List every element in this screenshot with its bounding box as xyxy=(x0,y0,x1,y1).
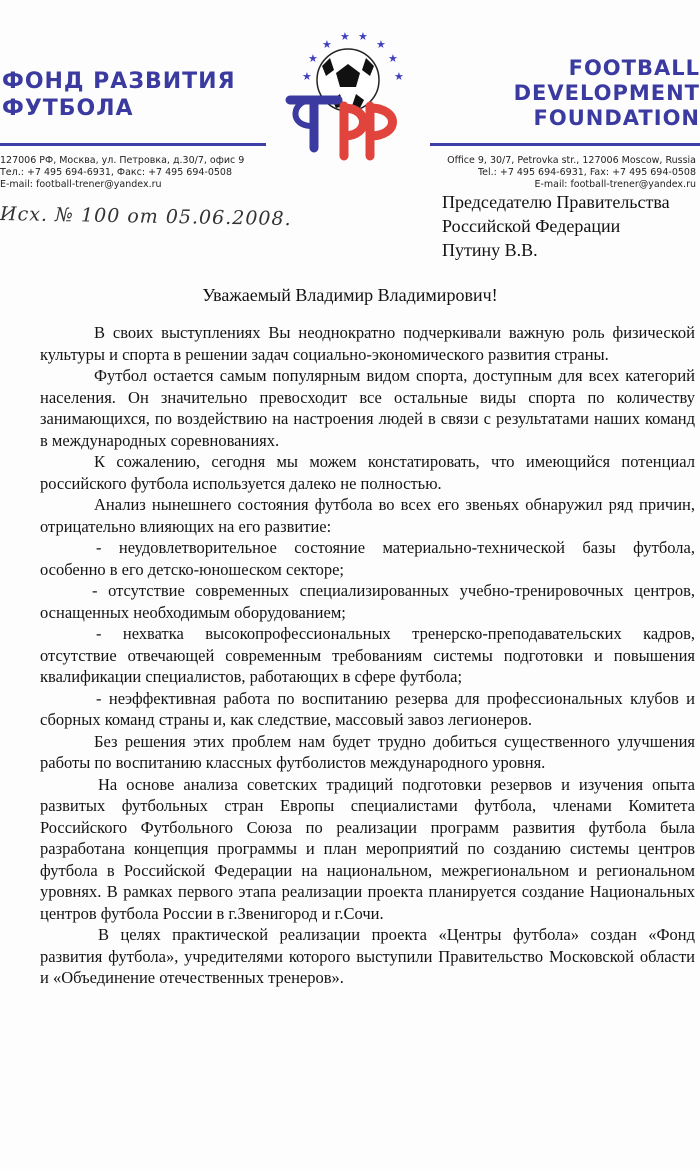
svg-text:★: ★ xyxy=(322,38,332,51)
salutation: Уважаемый Владимир Владимирович! xyxy=(202,285,498,305)
addressee-line: Путину В.В. xyxy=(442,240,538,260)
svg-text:★: ★ xyxy=(376,38,386,51)
svg-text:★: ★ xyxy=(394,70,404,83)
list-item: - нехватка высокопрофессиональных тренерско-преподавательских кадров, отсутствие отвечающей современным требованиям системы подготовки и повышения квалификации специалистов, работающих в сфере футбола; xyxy=(40,624,695,686)
foundation-logo xyxy=(282,28,412,163)
ffr-monogram xyxy=(290,100,393,156)
organization-name-en xyxy=(510,56,700,131)
letter-body xyxy=(40,322,695,989)
org-en-line-1: FOOTBALL xyxy=(568,56,700,80)
addressee-line: Российской Федерации xyxy=(442,216,621,236)
paragraph: В своих выступлениях Вы неоднократно подчеркивали важную роль физической культуры и спорта в решении задач социально-экономического развития страны. xyxy=(40,323,695,364)
org-ru-line-2: ФУТБОЛА xyxy=(2,96,134,121)
organization-name-ru xyxy=(2,68,236,122)
org-en-line-2: DEVELOPMENT xyxy=(513,81,700,105)
org-en-line-3: FOUNDATION xyxy=(533,106,700,130)
paragraph: Анализ нынешнего состояния футбола во всех его звеньях обнаружил ряд причин, отрицательно влияющих на его развитие: xyxy=(40,495,695,536)
paragraph: Без решения этих проблем нам будет трудно добиться существенного улучшения работы по воспитанию классных футболистов международного уровня. xyxy=(40,731,695,772)
paragraph: Футбол остается самым популярным видом спорта, доступным для всех категорий населения. Он значительно превосходит все остальные виды спорта по количеству занимающихся, по воздействию на настроения людей в связи с результатами наших команд в международных соревнованиях. xyxy=(40,366,695,450)
addressee-line: Председателю Правительства xyxy=(442,192,670,212)
svg-text:★: ★ xyxy=(340,30,350,43)
svg-text:★: ★ xyxy=(358,30,368,43)
contact-line: E-mail: football-trener@yandex.ru xyxy=(0,179,162,190)
contact-line: Office 9, 30/7, Petrovka str., 127006 Moscow, Russia xyxy=(447,155,696,166)
contacts-ru xyxy=(0,155,270,191)
list-item: - отсутствие современных специализированных учебно-тренировочных центров, оснащенных необходимым оборудованием; xyxy=(40,581,695,622)
list-item: - неэффективная работа по воспитанию резерва для профессиональных клубов и сборных команд страны и, как следствие, массовый завоз легионеров. xyxy=(40,688,695,729)
svg-text:★: ★ xyxy=(308,52,318,65)
contact-line: Тел.: +7 495 694-6931, Факс: +7 495 694-0508 xyxy=(0,167,233,178)
paragraph: На основе анализа советских традиций подготовки резервов и изучения опыта развитых футбольных стран Европы специалистами футбола, членами Комитета Российского Футбольного Союза по реализации программ развития футбола была разработана концепция программы и план мероприятий по созданию системы центров футбола в Российской Федерации на национальном, межрегиональном и региональном уровнях. В рамках первого этапа реализации проекта планируется создание Национальных центров футбола России в г.Звенигород и г.Сочи. xyxy=(40,774,695,923)
contact-line: E-mail: football-trener@yandex.ru xyxy=(534,179,696,190)
svg-text:★: ★ xyxy=(388,52,398,65)
paragraph: К сожалению, сегодня мы можем констатировать, что имеющийся потенциал российского футбола используется далеко не полностью. xyxy=(40,452,695,493)
addressee-block xyxy=(442,190,700,262)
org-ru-line-1: ФОНД РАЗВИТИЯ xyxy=(2,69,236,94)
outgoing-number-handwritten: Исх. № 100 от 05.06.2008. xyxy=(0,203,292,231)
contacts-en xyxy=(421,155,696,191)
header-rule-left xyxy=(0,143,266,146)
contact-line: 127006 РФ, Москва, ул. Петровка, д.30/7, офис 9 xyxy=(0,155,245,166)
header-rule-right xyxy=(430,143,700,146)
contact-line: Tel.: +7 495 694-6931, Fax: +7 495 694-0508 xyxy=(477,167,696,178)
svg-text:★: ★ xyxy=(302,70,312,83)
paragraph: В целях практической реализации проекта «Центры футбола» создан «Фонд развития футбола», учредителями которого выступили Правительство Московской области и «Объединение отечественных тренеров». xyxy=(40,925,695,987)
list-item: - неудовлетворительное состояние материально-технической базы футбола, особенно в его детско-юношеском секторе; xyxy=(40,538,695,579)
